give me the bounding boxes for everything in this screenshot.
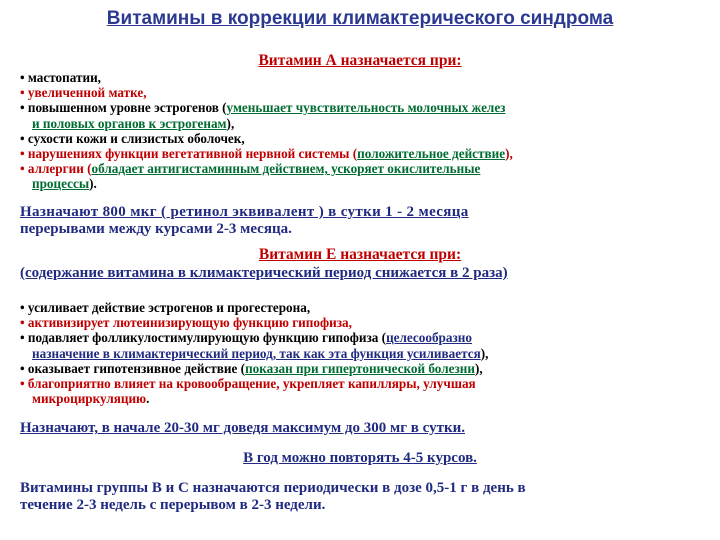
vitamins-b-c-paragraph [20, 480, 710, 513]
item-text: • повышенном уровне эстрогенов ( [20, 100, 227, 116]
item-text: ), [474, 360, 483, 376]
vitamin-a-dosage [20, 204, 710, 237]
list-item [20, 330, 710, 345]
list-item [20, 100, 710, 115]
list-item: • активизирует лютеинизирующую функцию гипофиза, [20, 315, 352, 331]
item-text: . [146, 391, 150, 407]
page-title: Витамины в коррекции климактерического синдрома [106, 8, 614, 29]
vitamin-e-dosage [20, 420, 710, 437]
item-note: и половых органов к эстрогенам [32, 115, 227, 131]
list-item: • мастопатии, [20, 70, 101, 85]
item-note: обладает антигистаминным действием, ускоряет окислительные [91, 161, 481, 177]
paragraph-line: течение 2-3 недель с перерывом в 2-3 недели. [20, 496, 326, 513]
list-item: • сухости кожи и слизистых оболочек, [20, 130, 245, 146]
item-text: ), [505, 146, 513, 162]
list-item [20, 161, 710, 176]
list-item: • увеличенной матке, [20, 85, 147, 101]
item-note: процессы [32, 176, 90, 192]
item-text: микроциркуляцию [32, 391, 147, 407]
vitamin-e-note [20, 265, 710, 282]
item-text: ), [480, 345, 489, 361]
item-note: целесообразно [386, 330, 472, 346]
list-item [20, 146, 710, 161]
item-note: положительное действие [357, 146, 506, 162]
dosage-line: перерывами между курсами 2-3 месяца. [20, 220, 292, 237]
item-note: показан при гипертонической болезни [245, 360, 475, 376]
item-text: • нарушениях функции вегетативной нервной системы ( [20, 146, 358, 162]
list-item: • благоприятно влияет на кровообращение, укрепляет капилляры, улучшая [20, 376, 476, 392]
paragraph-line: Витамины группы В и С назначаются периодически в дозе 0,5-1 г в день в [20, 480, 526, 496]
dosage-line: Назначают, в начале 20-30 мг доведя максимум до 300 мг в сутки. [20, 420, 466, 436]
list-item: • усиливает действие эстрогенов и прогестерона, [20, 300, 311, 315]
list-item-continuation [20, 391, 710, 406]
note-line: (содержание витамина в климактерический период снижается в 2 раза) [20, 265, 508, 281]
item-text: • оказывает гипотензивное действие ( [20, 360, 246, 376]
dosage-line: Назначают 800 мкг ( ретинол эквивалент ) в сутки 1 - 2 месяца [20, 204, 469, 220]
list-item [20, 361, 710, 376]
vitamin-a-heading: Витамин А назначается при: [258, 52, 462, 69]
item-note: назначение в климактерический период, так как эта функция усиливается [32, 345, 481, 361]
item-text: • подавляет фолликулостимулирующую функцию гипофиза ( [20, 330, 387, 346]
list-item-continuation [20, 116, 710, 131]
item-text: • аллергии ( [20, 161, 92, 177]
item-note: уменьшает чувствительность молочных желез [226, 100, 506, 116]
vitamin-e-effects-list [20, 300, 710, 406]
item-text: ), [226, 115, 235, 131]
vitamin-a-indications-list [20, 70, 710, 192]
vitamin-e-heading: Витамин Е назначается при: [258, 246, 462, 263]
repeat-line: В год можно повторять 4-5 курсов. [243, 450, 477, 466]
vitamin-e-repeat [0, 450, 720, 467]
item-text: ). [89, 176, 97, 192]
list-item-continuation [20, 176, 710, 191]
list-item-continuation [20, 346, 710, 361]
